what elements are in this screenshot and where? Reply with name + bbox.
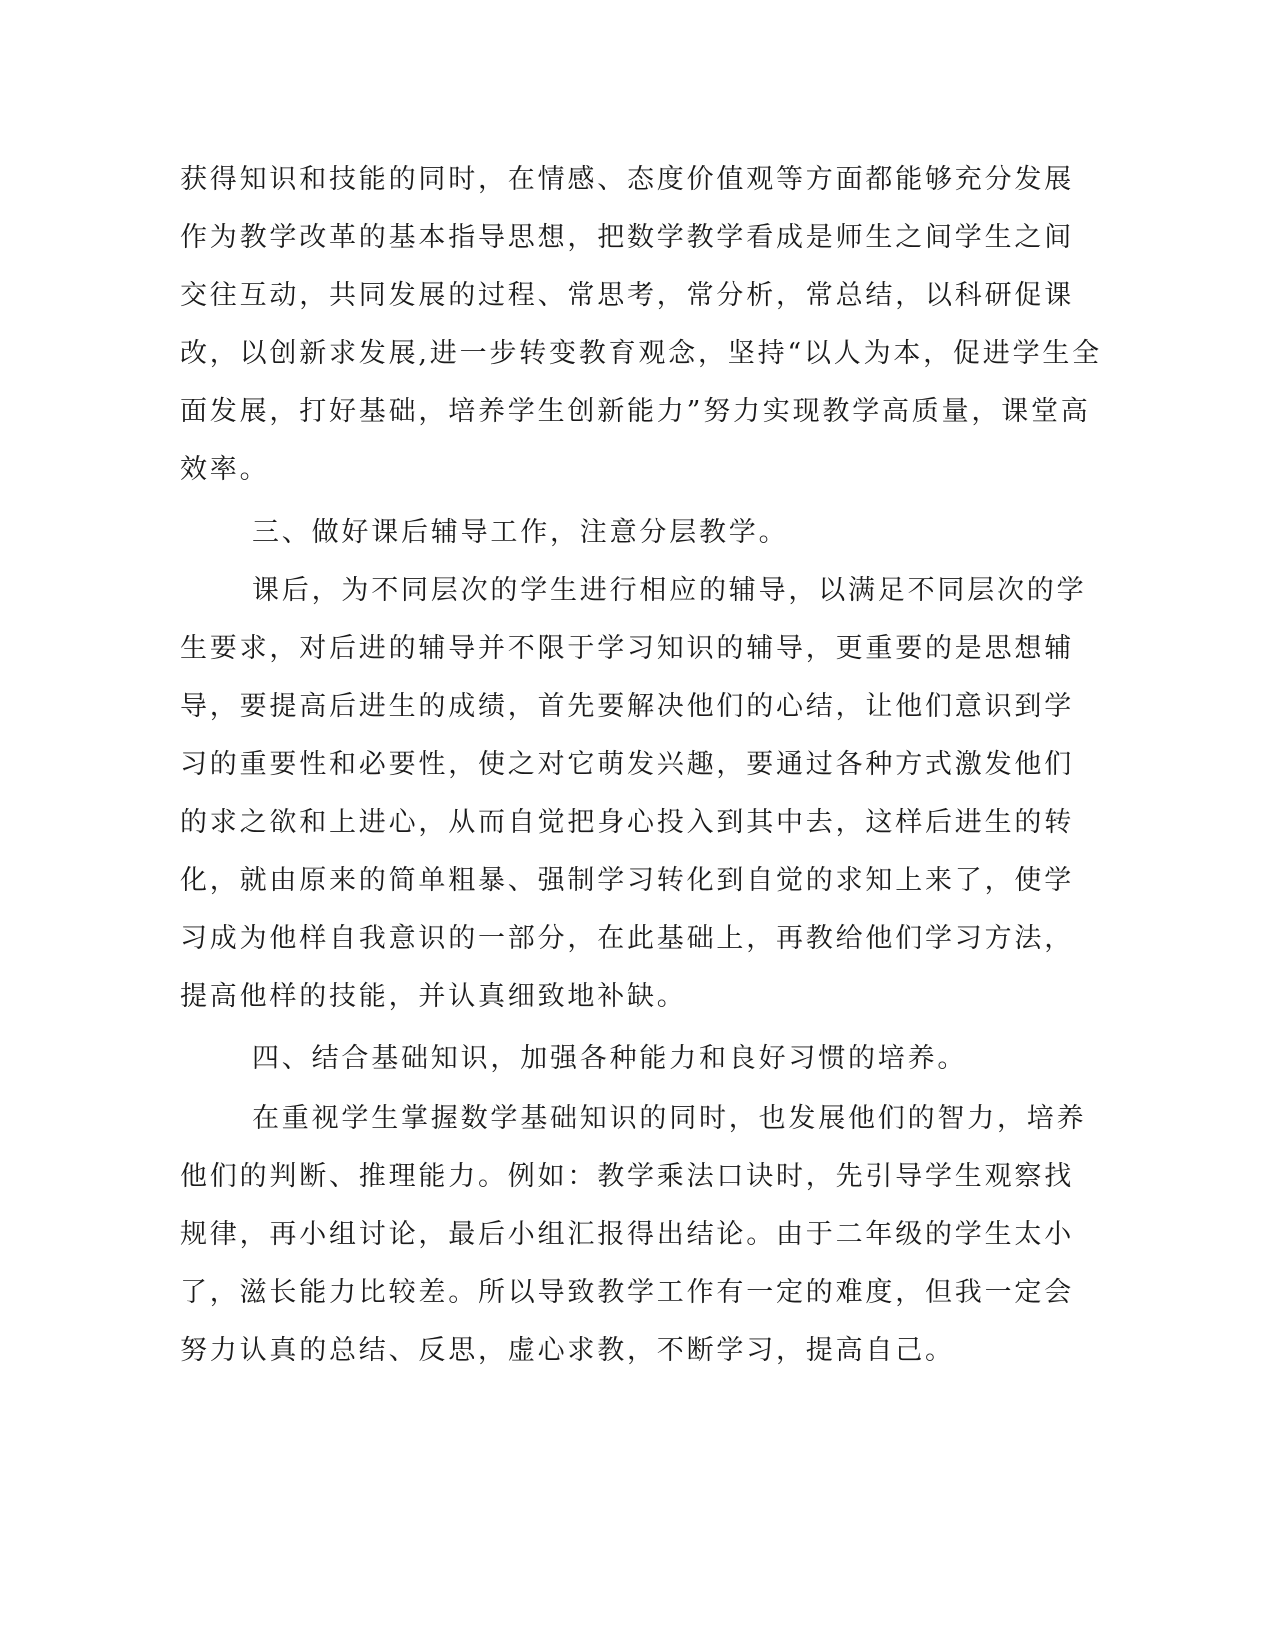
text-line: 努力认真的总结、反思，虚心求教，不断学习，提高自己。 [180, 1335, 955, 1366]
section-heading: 四、结合基础知识，加强各种能力和良好习惯的培养。 [252, 1043, 968, 1074]
text-line: 交往互动，共同发展的过程、常思考，常分析，常总结，以科研促课 [180, 280, 1074, 311]
text-line: 了，滋长能力比较差。所以导致教学工作有一定的难度，但我一定会 [180, 1277, 1074, 1308]
text-line: 效率。 [180, 454, 270, 485]
text-line: 他们的判断、推理能力。例如：教学乘法口诀时，先引导学生观察找 [180, 1161, 1074, 1192]
text-line: 的求之欲和上进心，从而自觉把身心投入到其中去，这样后进生的转 [180, 807, 1074, 838]
text-line: 作为教学改革的基本指导思想，把数学教学看成是师生之间学生之间 [180, 222, 1074, 253]
text-line: 获得知识和技能的同时，在情感、态度价值观等方面都能够充分发展 [180, 164, 1074, 195]
paragraph-first-line: 课后，为不同层次的学生进行相应的辅导，以满足不同层次的学 [252, 575, 1087, 606]
text-line: 习成为他样自我意识的一部分，在此基础上，再教给他们学习方法， [180, 923, 1074, 954]
text-line: 化，就由原来的简单粗暴、强制学习转化到自觉的求知上来了，使学 [180, 865, 1074, 896]
text-line: 导，要提高后进生的成绩，首先要解决他们的心结，让他们意识到学 [180, 691, 1074, 722]
paragraph-first-line: 在重视学生掌握数学基础知识的同时，也发展他们的智力，培养 [252, 1103, 1087, 1134]
text-line: 面发展，打好基础，培养学生创新能力”努力实现教学高质量，课堂高 [180, 396, 1091, 427]
text-line: 改，以创新求发展,进一步转变教育观念，坚持“以人为本，促进学生全 [180, 338, 1102, 369]
section-heading: 三、做好课后辅导工作，注意分层教学。 [252, 517, 789, 548]
text-line: 规律，再小组讨论，最后小组汇报得出结论。由于二年级的学生太小 [180, 1219, 1074, 1250]
text-line: 习的重要性和必要性，使之对它萌发兴趣，要通过各种方式激发他们 [180, 749, 1074, 780]
text-line: 提高他样的技能，并认真细致地补缺。 [180, 981, 687, 1012]
text-line: 生要求，对后进的辅导并不限于学习知识的辅导，更重要的是思想辅 [180, 633, 1074, 664]
